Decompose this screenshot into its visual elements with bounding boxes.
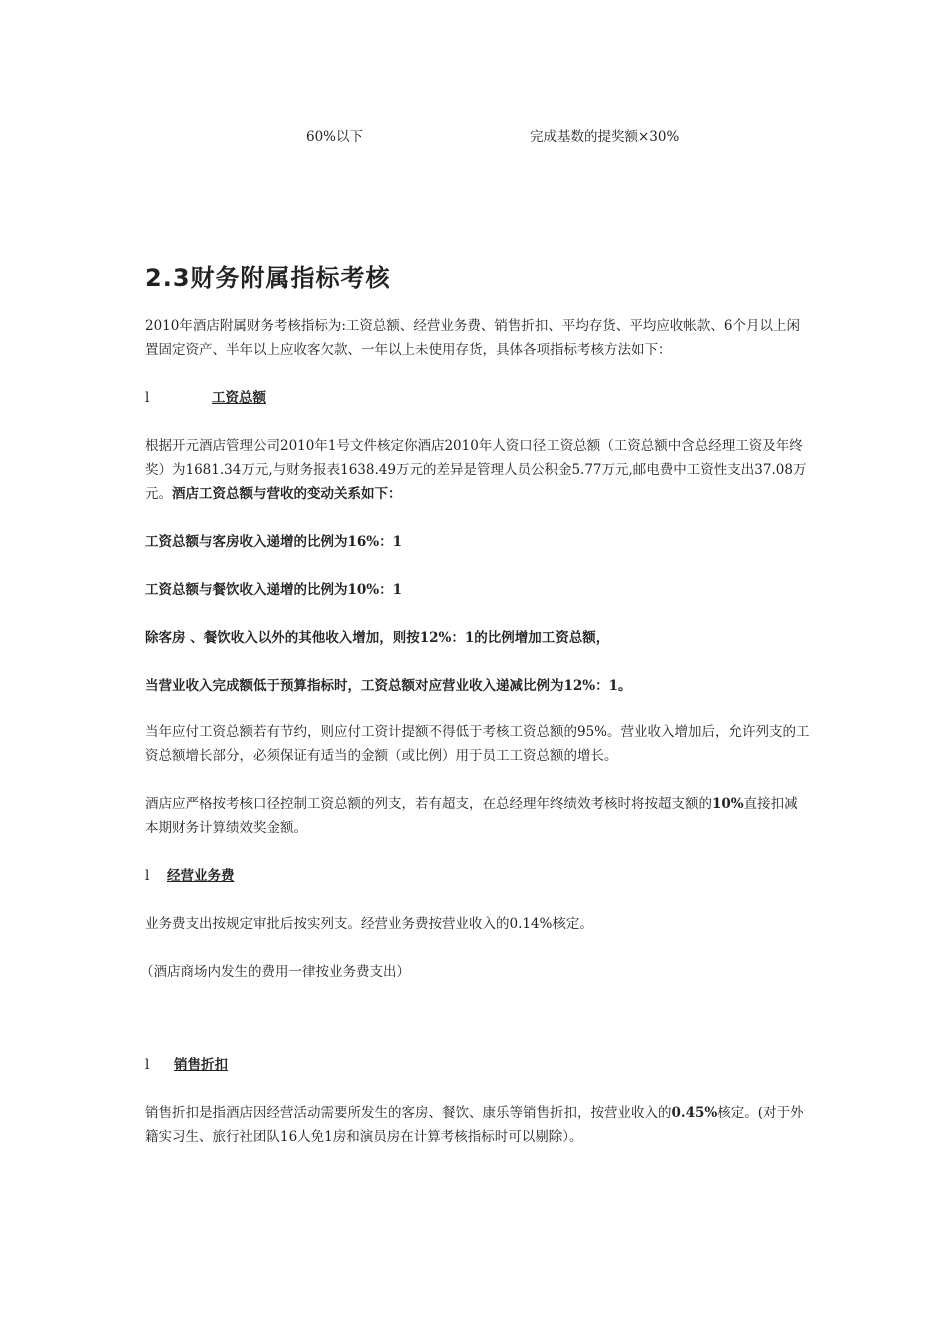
salary-paragraph-3-text-b: 直接扣减本期财务计算绩效奖金额。	[145, 796, 798, 836]
bullet-2: l	[145, 868, 150, 884]
salary-paragraph-3	[145, 792, 810, 840]
sales-discount-bold: 0.45%	[671, 1105, 718, 1121]
sales-discount-text-a: 销售折扣是指酒店因经营活动需要所发生的客房、餐饮、康乐等销售折扣，按营业收入的	[145, 1105, 672, 1121]
salary-paragraph-1-bold: 酒店工资总额与营收的变动关系如下：	[172, 486, 402, 502]
sales-discount-text-b: 核定。(对于外籍实习生、旅行社团队16人免1房和演员房在计算考核指标时可以剔除）。	[145, 1105, 804, 1145]
salary-paragraph-1	[145, 434, 810, 506]
section-intro: 2010年酒店附属财务考核指标为:工资总额、经营业务费、销售折扣、平均存货、平均应收帐款、6个月以上闲置固定资产、半年以上应收客欠款、一年以上未使用存货，具体各项指标考核方法如下：	[145, 318, 800, 358]
section-title: 2.3财务附属指标考核	[145, 264, 391, 292]
salary-rule-4: 当营业收入完成额低于预算指标时，工资总额对应营业收入递减比例为12%：1。	[145, 678, 632, 694]
business-expense-paragraph-1: 业务费支出按规定审批后按实列支。经营业务费按营业收入的0.14%核定。	[145, 916, 593, 932]
salary-paragraph-1-text: 根据开元酒店管理公司2010年1号文件核定你酒店2010年人资口径工资总额（工资总额中含总经理工资及年终奖）为1681.34万元,与财务报表1638.49万元的差异是管理人员公积金5.77万元,邮电费中工资性支出37.08万元。	[145, 438, 807, 502]
item-heading-salary: 工资总额	[212, 390, 266, 406]
business-expense-paragraph-2: （酒店商场内发生的费用一律按业务费支出）	[140, 964, 410, 980]
bullet-1: l	[145, 390, 150, 406]
salary-rule-3: 除客房 、餐饮收入以外的其他收入增加，则按12%：1的比例增加工资总额，	[145, 630, 610, 646]
salary-rule-2: 工资总额与餐饮收入递增的比例为10%：1	[145, 582, 403, 598]
item-heading-sales-discount: 销售折扣	[174, 1057, 228, 1073]
reward-cell: 完成基数的提奖额×30%	[530, 129, 680, 145]
salary-paragraph-2: 当年应付工资总额若有节约，则应付工资计提额不得低于考核工资总额的95%。营业收入增加后，允许列支的工资总额增长部分，必须保证有适当的金额（或比例）用于员工工资总额的增长。	[145, 724, 810, 764]
item-heading-business-expense: 经营业务费	[167, 868, 235, 884]
salary-paragraph-3-text-a: 酒店应严格按考核口径控制工资总额的列支，若有超支，在总经理年终绩效考核时将按超支额的	[145, 796, 712, 812]
salary-rule-1: 工资总额与客房收入递增的比例为16%：1	[145, 534, 403, 550]
sales-discount-paragraph	[145, 1101, 815, 1149]
salary-paragraph-3-bold: 10%	[712, 796, 744, 812]
range-cell: 60%以下	[306, 129, 364, 145]
bullet-3: l	[145, 1057, 150, 1073]
